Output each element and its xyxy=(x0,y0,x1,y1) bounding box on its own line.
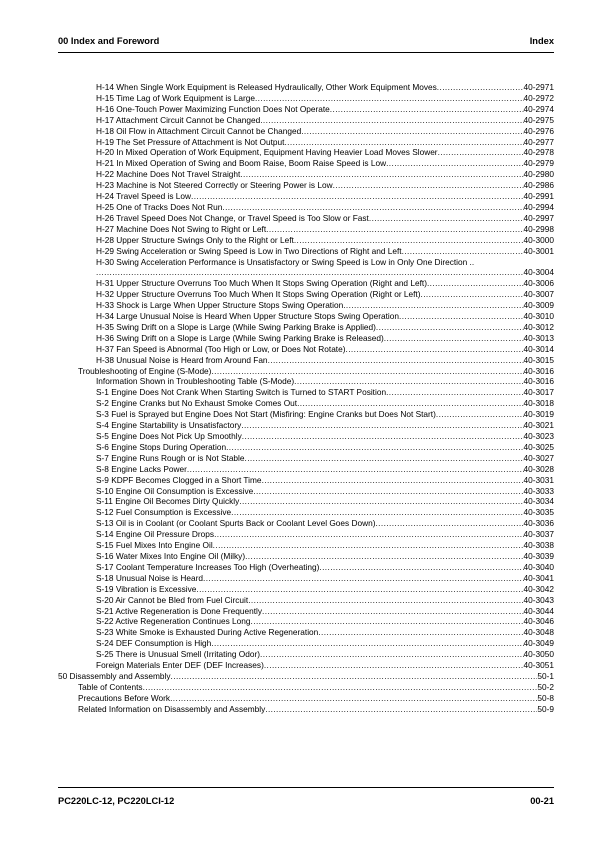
toc-entry-title: H-26 Travel Speed Does Not Change, or Travel Speed is Too Slow or Fast xyxy=(96,212,369,223)
toc-entry-title: H-33 Shock is Large When Upper Structure Stops Swing Operation xyxy=(96,300,344,311)
toc-entry-title: S-9 KDPF Becomes Clogged in a Short Time xyxy=(96,474,262,485)
toc-entry xyxy=(0,224,596,235)
toc-entry-page: 40-3004 xyxy=(523,267,554,278)
toc-entry-line xyxy=(96,180,554,191)
toc-entry-title: H-28 Upper Structure Swings Only to the Right or Left xyxy=(96,234,294,245)
toc-entry-title: S-14 Engine Oil Pressure Drops xyxy=(96,529,215,540)
toc-entry-page: 40-3006 xyxy=(523,278,554,289)
toc-entry-line xyxy=(96,126,554,137)
dot-leader xyxy=(231,507,523,518)
toc-entry-title: H-20 In Mixed Operation of Work Equipment, Equipment Having Heavier Load Moves Slower xyxy=(96,147,438,158)
toc-entry-line xyxy=(78,693,554,704)
toc-entry xyxy=(0,671,596,682)
toc-entry-line xyxy=(96,104,554,115)
dot-leader xyxy=(262,606,524,617)
toc-entry-title: H-24 Travel Speed is Low xyxy=(96,191,192,202)
toc-entry-line xyxy=(96,562,554,573)
toc-entry-page: 40-3040 xyxy=(523,561,554,572)
dot-leader xyxy=(260,649,524,660)
toc-entry-page: 40-3031 xyxy=(523,474,554,485)
toc-entry-title: S-5 Engine Does Not Pick Up Smoothly xyxy=(96,431,242,441)
toc-entry xyxy=(0,355,596,366)
dot-leader xyxy=(438,147,524,158)
toc-entry-page: 40-3044 xyxy=(523,605,554,616)
toc-entry-page: 50-8 xyxy=(537,692,554,703)
toc-entry xyxy=(0,376,596,387)
toc-entry xyxy=(0,573,596,584)
toc-entry xyxy=(0,126,596,137)
toc-entry xyxy=(0,322,596,333)
toc-entry-title: H-16 One-Touch Power Maximizing Function Does Not Operate xyxy=(96,103,330,114)
toc-entry xyxy=(0,496,596,507)
dot-leader xyxy=(375,518,523,529)
toc-entry-title: S-23 White Smoke is Exhausted During Active Regeneration xyxy=(96,627,319,638)
dot-leader xyxy=(386,387,523,398)
toc-entry-title: S-10 Engine Oil Consumption is Excessive xyxy=(96,485,254,496)
toc-entry xyxy=(0,682,596,693)
dot-leader xyxy=(301,126,523,137)
toc-entry xyxy=(0,344,596,355)
dot-leader xyxy=(437,82,524,93)
toc-entry-page: 40-2979 xyxy=(523,158,554,169)
toc-entry-title: S-25 There is Unusual Smell (Irritating Odor) xyxy=(96,649,261,660)
toc-entry-title: H-23 Machine is Not Steered Correctly or Steering Power is Low xyxy=(96,180,333,191)
toc-entry xyxy=(0,453,596,464)
toc-entry-page: 40-3014 xyxy=(523,343,554,354)
toc-entry-title: H-31 Upper Structure Overruns Too Much When It Stops Swing Operation (Right and Left) xyxy=(96,278,427,289)
toc-entry xyxy=(0,202,596,213)
footer-page-number: 00-21 xyxy=(530,796,554,806)
toc-entry-page: 40-2976 xyxy=(523,125,554,136)
toc-entry-title: S-21 Active Regeneration is Done Frequently xyxy=(96,605,263,616)
toc-entry xyxy=(0,606,596,617)
toc-entry-page: 40-3051 xyxy=(523,660,554,671)
toc-entry-title: H-22 Machine Does Not Travel Straight xyxy=(96,169,241,180)
footer-model: PC220LC-12, PC220LCI-12 xyxy=(58,796,175,806)
toc-entry-page: 40-3049 xyxy=(523,638,554,649)
dot-leader xyxy=(203,573,524,584)
toc-entry xyxy=(0,420,596,431)
dot-leader xyxy=(241,420,523,431)
toc-entry-line xyxy=(78,682,554,693)
toc-entry-page: 40-3012 xyxy=(523,321,554,332)
toc-entry-line xyxy=(96,475,554,486)
toc-entry-page: 40-3023 xyxy=(523,431,554,441)
toc-entry-title: S-4 Engine Startability is Unsatisfactory xyxy=(96,420,242,431)
dot-leader xyxy=(171,671,538,682)
dot-leader xyxy=(255,93,524,104)
toc-entry xyxy=(0,267,596,278)
toc-entry-page: 40-3041 xyxy=(523,572,554,583)
toc-entry-page: 40-2994 xyxy=(523,201,554,212)
toc-entry-page: 40-3042 xyxy=(523,583,554,594)
toc-entry-title: H-15 Time Lag of Work Equipment is Large xyxy=(96,92,255,103)
dot-leader xyxy=(239,496,523,507)
toc-entry-page: 40-3028 xyxy=(523,463,554,474)
toc-entry-title: H-18 Oil Flow in Attachment Circuit Cannot be Changed xyxy=(96,125,302,136)
dot-leader xyxy=(421,289,524,300)
dot-leader xyxy=(196,584,523,595)
toc-entry-title: S-7 Engine Runs Rough or is Not Stable xyxy=(96,452,245,463)
toc-entry-page: 40-2980 xyxy=(523,169,554,180)
toc-entry-page: 40-3015 xyxy=(523,354,554,365)
toc-entry xyxy=(0,333,596,344)
toc-entry xyxy=(0,529,596,540)
toc-entry-title: Foreign Materials Enter DEF (DEF Increases) xyxy=(96,660,264,671)
toc-entry xyxy=(0,213,596,224)
dot-leader xyxy=(245,453,524,464)
toc-entry-title: Information Shown in Troubleshooting Table (S-Mode) xyxy=(96,376,295,387)
toc-entry-page: 40-3009 xyxy=(523,300,554,311)
toc-entry-title: S-16 Water Mixes Into Engine Oil (Milky) xyxy=(96,550,246,561)
toc-entry-page: 40-2978 xyxy=(523,147,554,158)
dot-leader xyxy=(384,333,524,344)
toc-entry-line xyxy=(96,311,554,322)
toc-entry-line xyxy=(96,507,554,518)
toc-entry-line xyxy=(96,518,554,529)
toc-entry-title: Troubleshooting of Engine (S-Mode) xyxy=(78,365,212,376)
toc-entry-page: 40-3000 xyxy=(523,234,554,245)
dot-leader xyxy=(248,595,523,606)
toc-entry xyxy=(0,115,596,126)
dot-leader xyxy=(333,180,524,191)
toc-entry-title: Related Information on Disassembly and Assembly xyxy=(78,703,266,714)
toc-entry-title: S-18 Unusual Noise is Heard xyxy=(96,572,203,583)
toc-entry-title: H-32 Upper Structure Overruns Too Much When It Stops Swing Operation (Right or Left) xyxy=(96,289,421,300)
toc-entry-line xyxy=(96,649,554,660)
toc-entry-title: H-25 One of Tracks Does Not Run xyxy=(96,201,223,212)
toc-entry xyxy=(0,475,596,486)
dot-leader xyxy=(226,442,523,453)
dot-leader xyxy=(330,104,524,115)
dot-leader xyxy=(386,158,523,169)
toc-entry-title: H-14 When Single Work Equipment is Released Hydraulically, Other Work Equipment Moves xyxy=(96,82,437,92)
dot-leader xyxy=(266,224,523,235)
toc-entry xyxy=(0,638,596,649)
dot-leader xyxy=(319,562,523,573)
dot-leader xyxy=(284,137,523,148)
toc-entry xyxy=(0,616,596,627)
toc-entry-line xyxy=(96,409,554,420)
toc-entry-title: H-21 In Mixed Operation of Swing and Boom Raise, Boom Raise Speed is Low xyxy=(96,158,387,169)
toc-entry-page: 40-3043 xyxy=(523,594,554,605)
dot-leader xyxy=(211,638,523,649)
toc-entry-page: 40-2975 xyxy=(523,114,554,125)
toc-entry-page: 40-3016 xyxy=(523,376,554,387)
dot-leader xyxy=(191,191,524,202)
toc-entry xyxy=(0,584,596,595)
toc-entry-title: H-17 Attachment Circuit Cannot be Changed xyxy=(96,114,261,125)
toc-entry-line xyxy=(96,398,554,409)
toc-entry-line xyxy=(96,246,554,257)
toc-entry xyxy=(0,387,596,398)
toc-entry-title: S-22 Active Regeneration Continues Long xyxy=(96,616,251,627)
dot-leader xyxy=(96,267,524,278)
toc-entry-line xyxy=(96,595,554,606)
dot-leader xyxy=(346,344,524,355)
toc-entry-line xyxy=(96,584,554,595)
toc-entry xyxy=(0,431,596,442)
toc-entry-line xyxy=(78,366,554,377)
toc-entry xyxy=(0,551,596,562)
toc-entry-line xyxy=(96,257,554,268)
toc-entry-title: S-12 Fuel Consumption is Excessive xyxy=(96,507,232,518)
toc-entry-page: 40-2977 xyxy=(523,136,554,147)
toc-entry-title: H-19 The Set Pressure of Attachment is Not Output xyxy=(96,136,285,147)
toc-entry-line xyxy=(96,147,554,158)
toc-entry-page: 40-3048 xyxy=(523,627,554,638)
toc-entry-title: S-15 Fuel Mixes Into Engine Oil xyxy=(96,540,213,551)
toc-entry-line xyxy=(96,464,554,475)
toc-entry-page: 40-3036 xyxy=(523,518,554,529)
toc-entry xyxy=(0,169,596,180)
toc-entry-page: 50-9 xyxy=(537,703,554,714)
toc-entry-line xyxy=(96,224,554,235)
toc-entry-line xyxy=(96,540,554,551)
dot-leader xyxy=(260,115,523,126)
dot-leader xyxy=(294,376,523,387)
toc-entry-page: 40-3013 xyxy=(523,332,554,343)
toc-entry-page: 40-3046 xyxy=(523,616,554,627)
toc-entry xyxy=(0,693,596,704)
dot-leader xyxy=(427,278,524,289)
toc-entry xyxy=(0,464,596,475)
toc-entry-page: 40-3027 xyxy=(523,452,554,463)
dot-leader xyxy=(264,660,524,671)
toc-entry-page: 40-3033 xyxy=(523,485,554,496)
dot-leader xyxy=(297,398,523,409)
toc-entry-page: 50-2 xyxy=(537,681,554,692)
toc-entry-line xyxy=(78,704,554,715)
dot-leader xyxy=(294,235,524,246)
table-of-contents xyxy=(0,82,596,715)
dot-leader xyxy=(436,409,524,420)
header-rule xyxy=(58,52,554,53)
toc-entry-line xyxy=(96,376,554,387)
header-index-label: Index xyxy=(529,36,554,46)
toc-entry-line xyxy=(96,660,554,671)
toc-entry-page: 40-3018 xyxy=(523,398,554,409)
toc-entry-page: 40-2997 xyxy=(523,212,554,223)
dot-leader xyxy=(343,300,523,311)
toc-entry-page: 40-3050 xyxy=(523,649,554,660)
dot-leader xyxy=(253,486,523,497)
toc-entry-title: 50 Disassembly and Assembly xyxy=(58,670,171,681)
toc-entry-title: S-1 Engine Does Not Crank When Starting Switch is Turned to START Position xyxy=(96,387,387,398)
toc-entry-line xyxy=(96,169,554,180)
toc-entry-title: S-17 Coolant Temperature Increases Too High (Overheating) xyxy=(96,561,320,572)
toc-entry-line xyxy=(96,638,554,649)
dot-leader xyxy=(399,311,524,322)
toc-entry-line xyxy=(96,82,554,93)
toc-entry-line xyxy=(96,267,554,278)
toc-entry-line xyxy=(96,420,554,431)
dot-leader xyxy=(369,213,524,224)
toc-entry-line xyxy=(58,671,554,682)
toc-entry-page: 40-3016 xyxy=(523,365,554,376)
toc-entry-line xyxy=(96,627,554,638)
toc-entry xyxy=(0,486,596,497)
toc-entry xyxy=(0,409,596,420)
dot-leader xyxy=(245,551,523,562)
toc-entry-title: S-13 Oil is in Coolant (or Coolant Spurts Back or Coolant Level Goes Down) xyxy=(96,518,376,529)
toc-entry xyxy=(0,704,596,715)
dot-leader xyxy=(187,464,524,475)
dot-leader xyxy=(268,355,524,366)
toc-entry-line xyxy=(96,289,554,300)
toc-entry-page: 40-3025 xyxy=(523,441,554,452)
toc-entry xyxy=(0,518,596,529)
dot-leader xyxy=(251,616,524,627)
toc-entry-title: H-29 Swing Acceleration or Swing Speed is Low in Two Directions of Right and Left xyxy=(96,245,402,256)
toc-entry-line xyxy=(96,573,554,584)
toc-entry xyxy=(0,562,596,573)
dot-leader xyxy=(213,540,524,551)
toc-entry xyxy=(0,246,596,257)
toc-entry-page: 40-2986 xyxy=(523,180,554,191)
dot-leader xyxy=(376,322,524,333)
toc-entry-page: 40-3010 xyxy=(523,311,554,322)
toc-entry-title: S-20 Air Cannot be Bled from Fuel Circuit xyxy=(96,594,249,605)
toc-entry-line xyxy=(96,213,554,224)
toc-entry-title: S-11 Engine Oil Becomes Dirty Quickly xyxy=(96,496,240,507)
toc-entry-line xyxy=(96,278,554,289)
dot-leader xyxy=(242,431,524,442)
header-section-title: 00 Index and Foreword xyxy=(58,36,160,46)
dot-leader xyxy=(265,704,537,715)
toc-entry-title: S-6 Engine Stops During Operation xyxy=(96,441,227,452)
toc-entry-line xyxy=(96,551,554,562)
toc-entry-line xyxy=(96,529,554,540)
toc-entry-title: Precautions Before Work xyxy=(78,692,171,703)
dot-leader xyxy=(222,202,523,213)
toc-entry-page: 40-3021 xyxy=(523,420,554,431)
toc-entry-page: 40-2971 xyxy=(523,82,554,92)
toc-entry-page: 40-3037 xyxy=(523,529,554,540)
toc-entry xyxy=(0,235,596,246)
dot-leader xyxy=(214,529,523,540)
toc-entry xyxy=(0,540,596,551)
toc-entry-line xyxy=(96,486,554,497)
toc-entry xyxy=(0,649,596,660)
toc-entry xyxy=(0,180,596,191)
toc-entry-page: 40-3035 xyxy=(523,507,554,518)
toc-entry-title: H-37 Fan Speed is Abnormal (Too High or Low, or Does Not Rotate) xyxy=(96,343,346,354)
toc-entry-line xyxy=(96,431,554,442)
toc-entry-line xyxy=(96,235,554,246)
toc-entry-line xyxy=(96,158,554,169)
toc-entry-line xyxy=(96,453,554,464)
page-header xyxy=(58,36,554,50)
toc-entry-page: 40-2974 xyxy=(523,103,554,114)
dot-leader xyxy=(262,475,524,486)
toc-entry xyxy=(0,595,596,606)
toc-entry-page: 40-3038 xyxy=(523,540,554,551)
toc-entry-line xyxy=(96,333,554,344)
toc-entry-page: 40-3039 xyxy=(523,550,554,561)
toc-entry-page: 40-3001 xyxy=(523,245,554,256)
dot-leader xyxy=(211,366,523,377)
toc-entry xyxy=(0,366,596,377)
toc-entry-title: S-24 DEF Consumption is High xyxy=(96,638,212,649)
toc-entry-title: H-27 Machine Does Not Swing to Right or Left xyxy=(96,223,267,234)
toc-entry-title: S-8 Engine Lacks Power xyxy=(96,463,187,474)
toc-entry xyxy=(0,147,596,158)
toc-entry-page: 40-2998 xyxy=(523,223,554,234)
toc-entry-title: H-34 Large Unusual Noise is Heard When Upper Structure Stops Swing Operation xyxy=(96,311,399,322)
toc-entry-title: S-2 Engine Cranks but No Exhaust Smoke Comes Out xyxy=(96,398,298,409)
toc-entry-title: H-36 Swing Drift on a Slope is Large (While Swing Parking Brake is Released) xyxy=(96,332,384,343)
dot-leader xyxy=(318,627,523,638)
toc-entry-page: 40-3019 xyxy=(523,409,554,420)
toc-entry xyxy=(0,289,596,300)
toc-entry-title: H-30 Swing Acceleration Performance is Unsatisfactory or Swing Speed is Low in Only One Direction .. xyxy=(96,256,475,267)
toc-entry-page: 40-2972 xyxy=(523,92,554,103)
toc-entry-line xyxy=(96,115,554,126)
toc-entry-line xyxy=(96,202,554,213)
toc-entry xyxy=(0,627,596,638)
toc-entry xyxy=(0,93,596,104)
dot-leader xyxy=(170,693,537,704)
dot-leader xyxy=(143,682,538,693)
toc-entry-line xyxy=(96,300,554,311)
toc-entry-line xyxy=(96,191,554,202)
page-footer xyxy=(58,796,554,810)
toc-entry-line xyxy=(96,355,554,366)
toc-entry-page: 50-1 xyxy=(537,670,554,681)
toc-entry-line xyxy=(96,93,554,104)
toc-entry-title: H-38 Unusual Noise is Heard from Around Fan xyxy=(96,354,268,365)
toc-entry-line xyxy=(96,496,554,507)
footer-rule xyxy=(58,787,554,788)
toc-entry-page: 40-3007 xyxy=(523,289,554,300)
toc-entry xyxy=(0,82,596,93)
toc-entry xyxy=(0,398,596,409)
toc-entry-page: 40-3034 xyxy=(523,496,554,507)
toc-entry xyxy=(0,104,596,115)
toc-entry-line xyxy=(96,442,554,453)
toc-entry xyxy=(0,311,596,322)
toc-entry-title: S-3 Fuel is Sprayed but Engine Does Not Start (Misfiring: Engine Cranks but Does Not Start) xyxy=(96,409,436,420)
dot-leader xyxy=(402,246,524,257)
toc-entry xyxy=(0,442,596,453)
toc-entry xyxy=(0,300,596,311)
toc-entry xyxy=(0,137,596,148)
toc-entry-line xyxy=(96,344,554,355)
dot-leader xyxy=(240,169,523,180)
toc-entry-page: 40-2991 xyxy=(523,191,554,202)
toc-entry xyxy=(0,257,596,268)
toc-entry-line xyxy=(96,137,554,148)
toc-entry-line xyxy=(96,606,554,617)
toc-entry-title: H-35 Swing Drift on a Slope is Large (While Swing Parking Brake is Applied) xyxy=(96,321,376,332)
toc-entry xyxy=(0,158,596,169)
toc-entry-line xyxy=(96,322,554,333)
toc-entry xyxy=(0,191,596,202)
toc-entry-title: Table of Contents xyxy=(78,681,143,692)
toc-entry-title: S-19 Vibration is Excessive xyxy=(96,583,197,594)
toc-entry xyxy=(0,660,596,671)
toc-entry-page: 40-3017 xyxy=(523,387,554,398)
toc-entry-line xyxy=(96,387,554,398)
toc-entry xyxy=(0,507,596,518)
toc-entry-line xyxy=(96,616,554,627)
toc-entry xyxy=(0,278,596,289)
